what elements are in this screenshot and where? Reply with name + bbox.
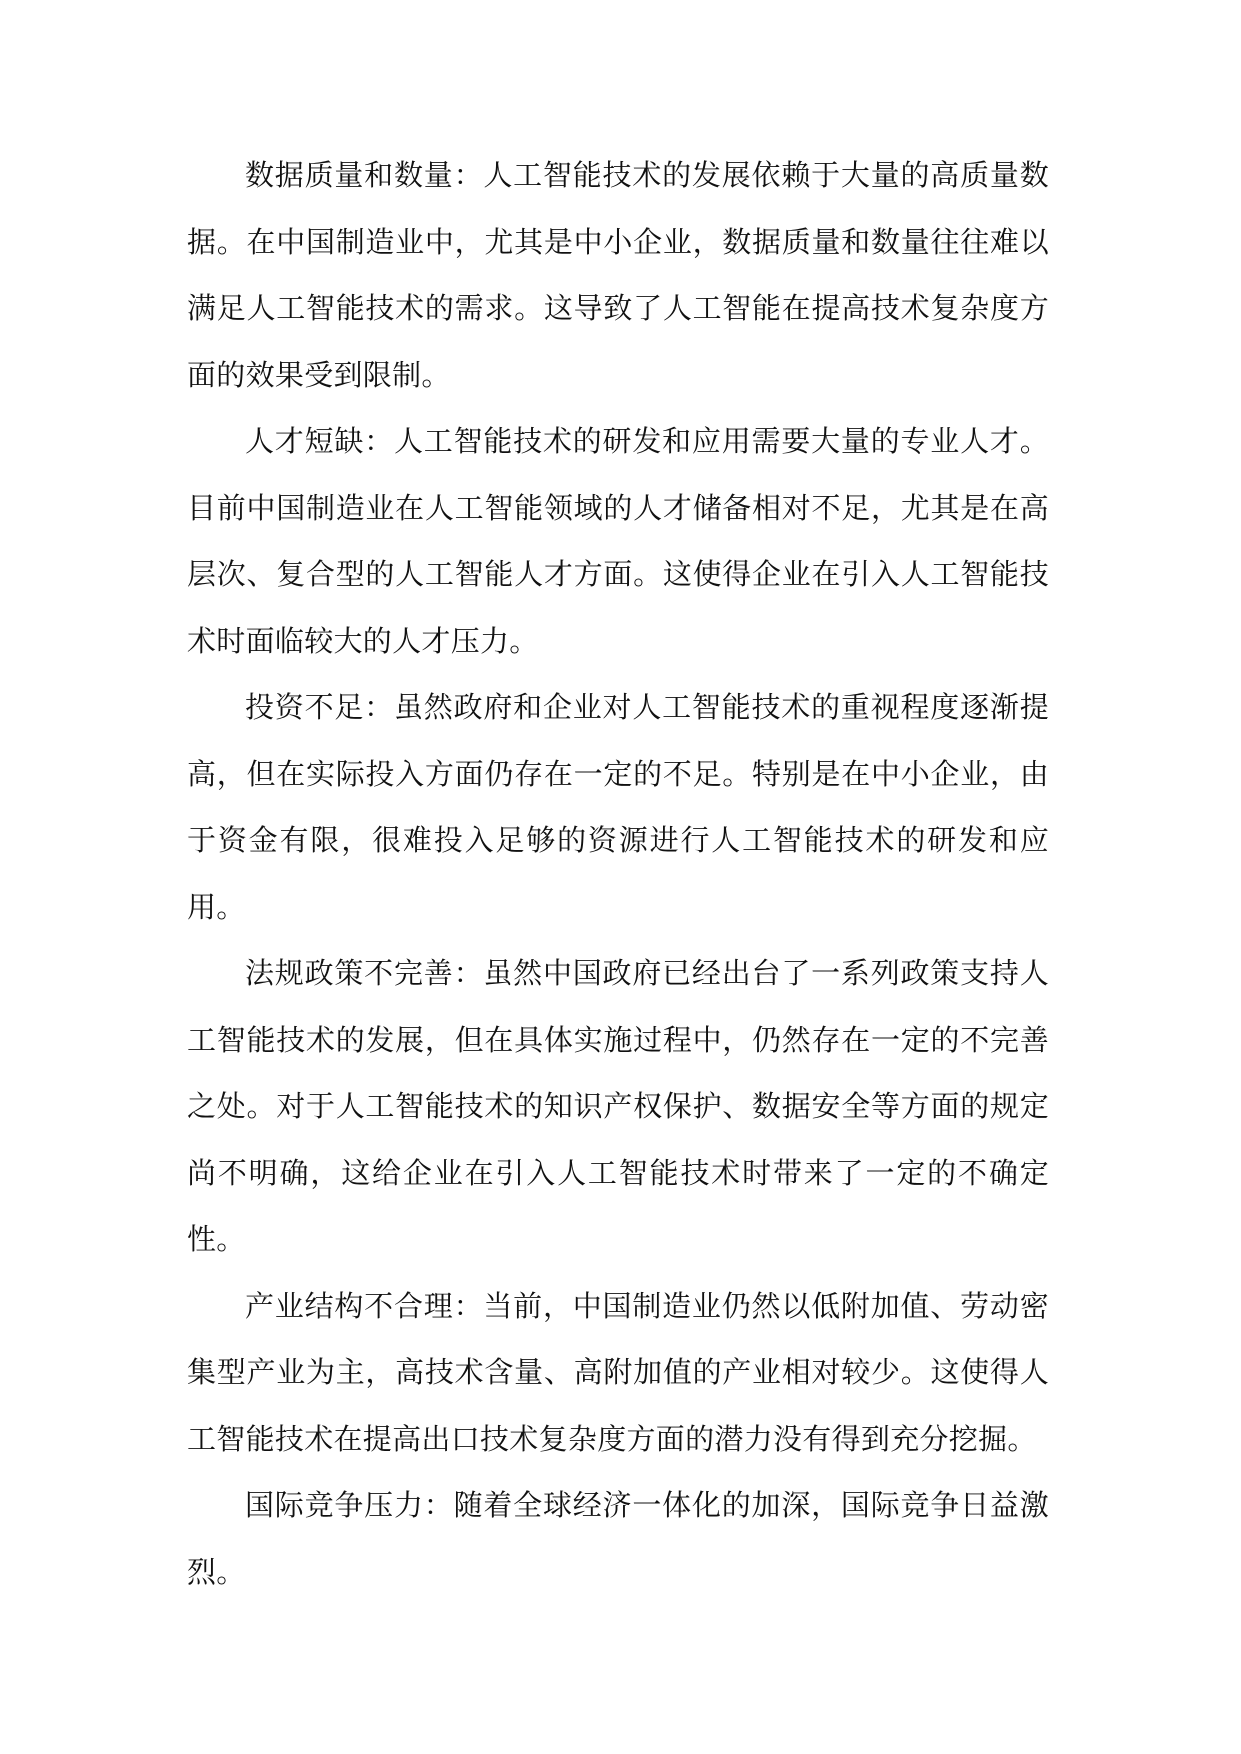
paragraph-industrial-structure: 产业结构不合理：当前，中国制造业仍然以低附加值、劳动密集型产业为主，高技术含量、高附加值的产业相对较少。这使得人工智能技术在提高出口技术复杂度方面的潜力没有得到充分挖掘。 — [187, 1288, 1049, 1456]
paragraph-insufficient-investment: 投资不足：虽然政府和企业对人工智能技术的重视程度逐渐提高，但在实际投入方面仍存在一定的不足。特别是在中小企业，由于资金有限，很难投入足够的资源进行人工智能技术的研发和应用。 — [187, 690, 1049, 924]
paragraph-data-quality: 数据质量和数量：人工智能技术的发展依赖于大量的高质量数据。在中国制造业中，尤其是中小企业，数据质量和数量往往难以满足人工智能技术的需求。这导致了人工智能在提高技术复杂度方面的效果受到限制。 — [187, 158, 1049, 392]
paragraph-international-competition: 国际竞争压力：随着全球经济一体化的加深，国际竞争日益激烈。 — [187, 1488, 1049, 1589]
paragraph-talent-shortage: 人才短缺：人工智能技术的研发和应用需要大量的专业人才。目前中国制造业在人工智能领域的人才储备相对不足，尤其是在高层次、复合型的人工智能人才方面。这使得企业在引入人工智能技术时面临较大的人才压力。 — [187, 424, 1049, 658]
paragraph-regulation-policy: 法规政策不完善：虽然中国政府已经出台了一系列政策支持人工智能技术的发展，但在具体实施过程中，仍然存在一定的不完善之处。对于人工智能技术的知识产权保护、数据安全等方面的规定尚不明确，这给企业在引入人工智能技术时带来了一定的不确定性。 — [187, 956, 1049, 1256]
document-body — [187, 142, 1049, 1605]
